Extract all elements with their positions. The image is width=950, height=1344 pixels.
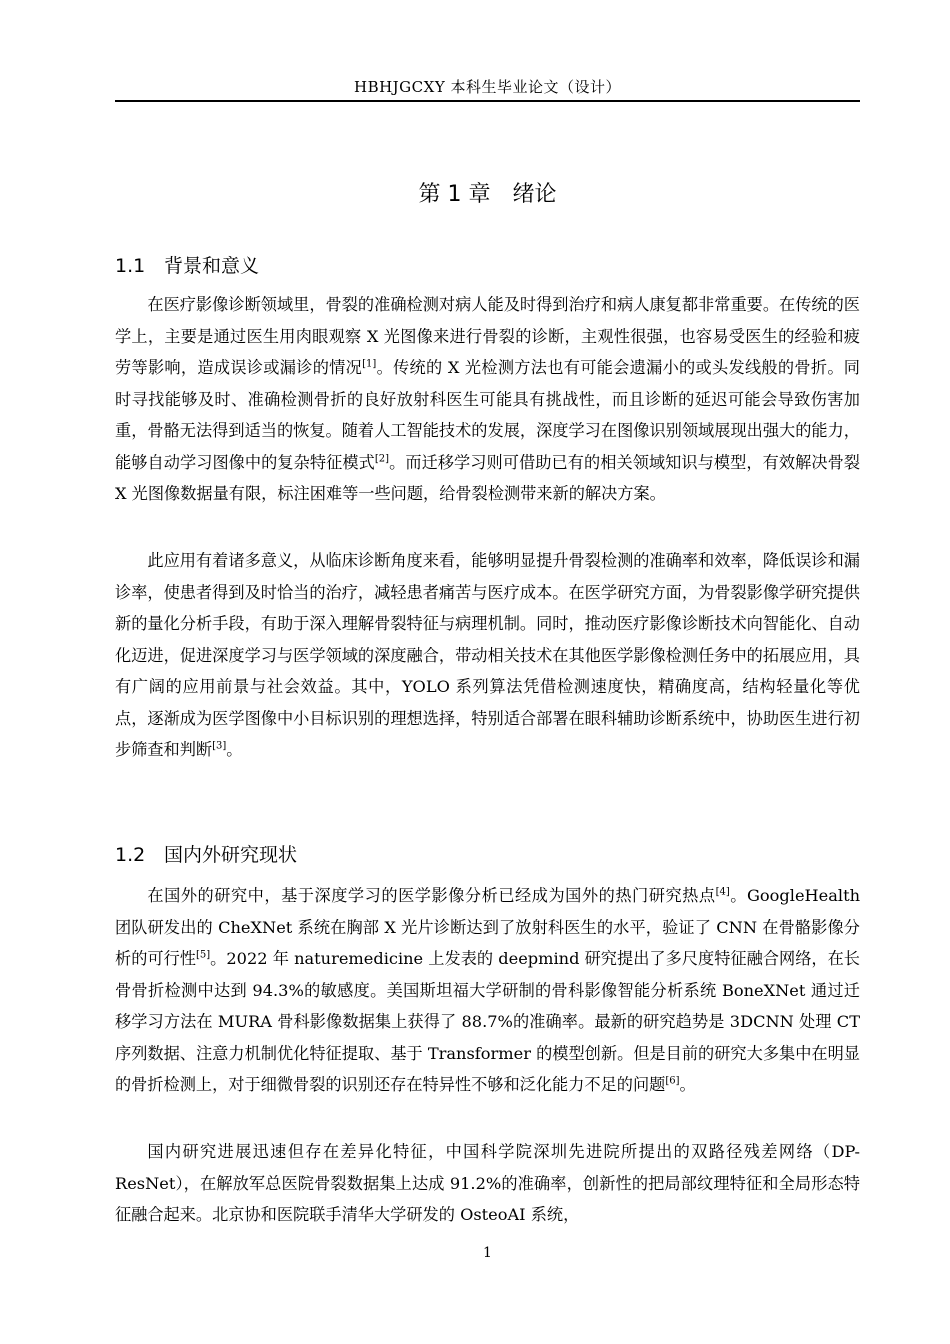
section-heading-1-1 [115,252,860,280]
paragraph-text: 。而迁移学习则可借助已有的相关领域知识与模型，有效解决骨裂 X 光图像数据量有限，标注困难等一些问题，给骨裂检测带来新的解决方案。 [115,452,861,503]
paragraph-background-2 [115,545,860,766]
paragraph-research-abroad [115,880,860,1101]
paragraph-text: 。传统的 X 光检测方法也有可能会遗漏小的或头发线般的骨折。同时寻找能够及时、准确检测骨折的良好放射科医生可能具有挑战性，而且诊断的延迟可能会导致伤害加重，骨骼无法得到适当的恢复。随着人工智能技术的发展，深度学习在图像识别领域展现出强大的能力，能够自动学习图像中的复杂特征模式 [115,358,860,472]
section-heading-1-2 [115,841,860,869]
citation-ref: [6] [665,1075,680,1087]
paragraph-text: 国内研究进展迅速但存在差异化特征，中国科学院深圳先进院所提出的双路径残差网络（DP-ResNet），在解放军总医院骨裂数据集上达成 91.2%的准确率，创新性的把局部纹理特征和全局形态特征融合起来。北京协和医院联手清华大学研发的 OsteoAI 系统， [115,1142,860,1224]
paragraph-text: 在国外的研究中，基于深度学习的医学影像分析已经成为国外的热门研究热点 [147,886,716,905]
chapter-title [115,180,860,210]
citation-ref: [5] [196,949,211,961]
header-rule [115,100,860,102]
paragraph-text: 在医疗影像诊断领域里，骨裂的准确检测对病人能及时得到治疗和病人康复都非常重要。在传统的医学上，主要是通过医生用肉眼观察 X 光图像来进行骨裂的诊断，主观性很强，也容易受医生的经验和疲劳等影响，造成误诊或漏诊的情况 [115,295,860,377]
chapter-number: 第 1 章 [418,182,491,207]
citation-ref: [1] [362,358,377,370]
paragraph-text: 此应用有着诸多意义，从临床诊断角度来看，能够明显提升骨裂检测的准确率和效率，降低误诊和漏诊率，使患者得到及时恰当的治疗，减轻患者痛苦与医疗成本。在医学研究方面，为骨裂影像学研究提供新的量化分析手段，有助于深入理解骨裂特征与病理机制。同时，推动医疗影像诊断技术向智能化、自动化迈进，促进深度学习与医学领域的深度融合，带动相关技术在其他医学影像检测任务中的拓展应用，具有广阔的应用前景与社会效益。其中，YOLO 系列算法凭借检测速度快，精确度高，结构轻量化等优点，逐渐成为医学图像中小目标识别的理想选择，特别适合部署在眼科辅助诊断系统中，协助医生进行初步筛查和判断 [115,551,860,759]
section-title: 国内外研究现状 [164,844,298,866]
section-number: 1.2 [115,844,146,866]
chapter-name: 绪论 [512,182,557,207]
page-number: 1 [483,1245,492,1261]
running-header: HBHJGCXY 本科生毕业论文（设计） [353,78,621,96]
citation-ref: [4] [715,886,730,898]
paragraph-text: 。2022 年 naturemedicine 上发表的 deepmind 研究提出了多尺度特征融合网络，在长骨骨折检测中达到 94.3%的敏感度。美国斯坦福大学研制的骨科影像智能分析系统 BoneXNet 通过迁移学习方法在 MURA 骨科影像数据集上获得了 88.7%的准确率。最新的研究趋势是 3DCNN 处理 CT 序列数据、注意力机制优化特征提取、基于 Transformer 的模型创新。但是目前的研究大多集中在明显的骨折检测上，对于细微骨裂的识别还存在特异性不够和泛化能力不足的问题 [115,949,860,1094]
paragraph-text: 。GoogleHealth 团队研发出的 CheXNet 系统在胸部 X 光片诊断达到了放射科医生的水平，验证了 CNN 在骨骼影像分析的可行性 [115,886,860,968]
section-title: 背景和意义 [164,255,260,277]
paragraph-text: 。 [679,1075,696,1094]
paragraph-research-domestic [115,1136,860,1231]
section-number: 1.1 [115,255,146,277]
paragraph-background-1 [115,289,860,510]
citation-ref: [3] [212,740,227,752]
paragraph-text: 。 [226,740,243,759]
citation-ref: [2] [374,453,390,465]
